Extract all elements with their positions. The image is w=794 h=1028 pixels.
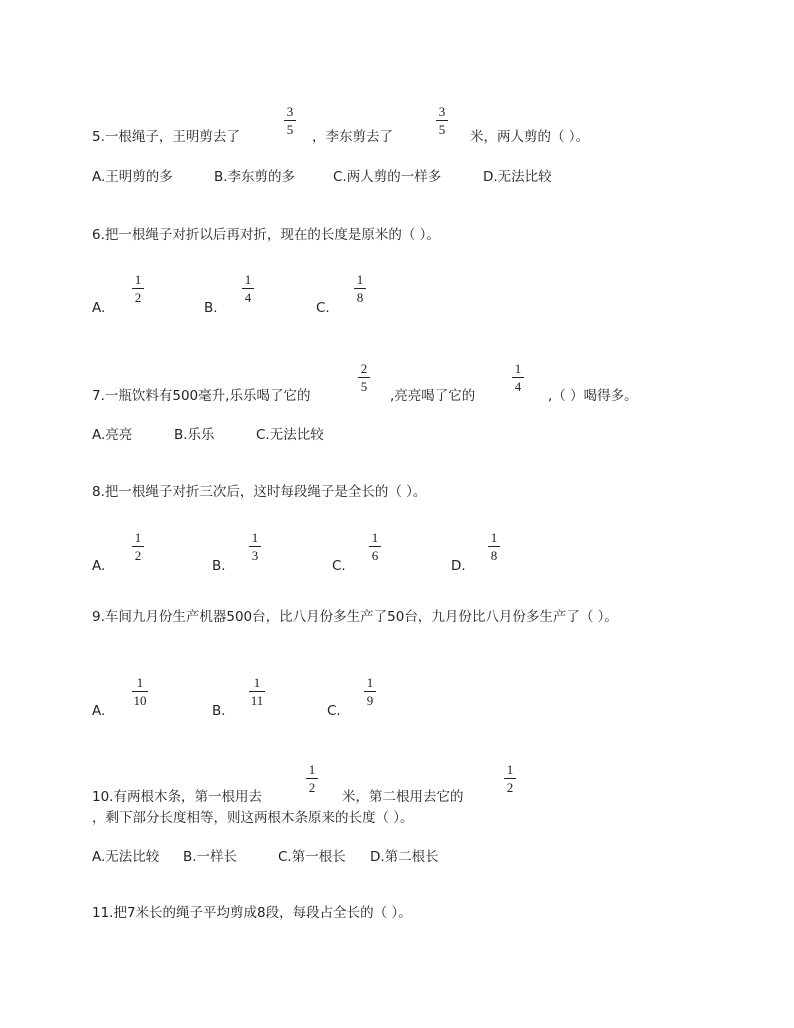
fraction-denominator: 4 — [244, 290, 252, 305]
fraction-numerator: 1 — [506, 762, 514, 777]
fraction-numerator: 1 — [490, 530, 498, 545]
q5-option-d: D.无法比较 — [483, 169, 552, 185]
q9-option-c-fraction — [364, 676, 376, 707]
q5-fraction-1 — [284, 105, 296, 136]
fraction-numerator: 1 — [134, 272, 142, 287]
q9-option-b-label: B. — [212, 703, 226, 719]
q9-option-a-label: A. — [92, 703, 106, 719]
fraction-numerator: 1 — [251, 530, 259, 545]
q7-fraction-1 — [358, 362, 370, 393]
q5-text-1: 5.一根绳子，王明剪去了 — [92, 129, 240, 145]
q10-fraction-2 — [504, 763, 516, 794]
q8-option-b-fraction — [249, 531, 261, 562]
q7-option-a: A.亮亮 — [92, 427, 133, 443]
fraction-numerator: 1 — [366, 675, 374, 690]
fraction-denominator: 2 — [506, 780, 514, 795]
q5-option-c: C.两人剪的一样多 — [333, 169, 442, 185]
fraction-numerator: 3 — [286, 104, 294, 119]
q8-option-a-fraction — [132, 531, 144, 562]
q8-option-b-label: B. — [212, 558, 226, 574]
q8-option-d-label: D. — [451, 558, 466, 574]
q10-text-2: 米，第二根用去它的 — [342, 789, 464, 805]
q10-option-d: D.第二根长 — [370, 849, 439, 865]
fraction-numerator: 1 — [136, 675, 144, 690]
q9-option-c-label: C. — [327, 703, 341, 719]
q8-option-c-label: C. — [332, 558, 346, 574]
fraction-numerator: 3 — [438, 104, 446, 119]
fraction-denominator: 4 — [514, 379, 522, 394]
fraction-numerator: 1 — [371, 530, 379, 545]
q5-option-a: A.王明剪的多 — [92, 169, 173, 185]
q5-text-3: 米，两人剪的（ ）。 — [470, 129, 590, 145]
q5-text-2: ，李东剪去了 — [312, 129, 393, 145]
fraction-denominator: 2 — [134, 548, 142, 563]
q8-option-d-fraction — [488, 531, 500, 562]
q8-option-a-label: A. — [92, 558, 106, 574]
q9-option-a-fraction — [132, 676, 148, 707]
q7-option-c: C.无法比较 — [256, 427, 324, 443]
fraction-numerator: 1 — [514, 361, 522, 376]
q7-fraction-2 — [512, 362, 524, 393]
q10-option-a: A.无法比较 — [92, 849, 160, 865]
q9-text: 9.车间九月份生产机器500台，比八月份多生产了50台，九月份比八月份多生产了（ ）。 — [92, 609, 618, 625]
fraction-denominator: 2 — [308, 780, 316, 795]
q10-fraction-1 — [306, 763, 318, 794]
q6-option-a-label: A. — [92, 300, 106, 316]
fraction-denominator: 3 — [251, 548, 259, 563]
fraction-denominator: 6 — [371, 548, 379, 563]
fraction-numerator: 1 — [356, 272, 364, 287]
fraction-denominator: 5 — [360, 379, 368, 394]
q6-text: 6.把一根绳子对折以后再对折，现在的长度是原米的（ ）。 — [92, 227, 440, 243]
q8-option-c-fraction — [369, 531, 381, 562]
fraction-numerator: 1 — [134, 530, 142, 545]
fraction-denominator: 11 — [250, 693, 264, 708]
q8-text: 8.把一根绳子对折三次后，这时每段绳子是全长的（ ）。 — [92, 484, 427, 500]
fraction-denominator: 8 — [490, 548, 498, 563]
fraction-numerator: 1 — [253, 675, 261, 690]
fraction-denominator: 2 — [134, 290, 142, 305]
q5-option-b: B.李东剪的多 — [214, 169, 296, 185]
q7-text-1: 7.一瓶饮料有500毫升,乐乐喝了它的 — [92, 388, 311, 404]
fraction-numerator: 1 — [308, 762, 316, 777]
q10-option-c: C.第一根长 — [278, 849, 346, 865]
q5-fraction-2 — [436, 105, 448, 136]
fraction-numerator: 2 — [360, 361, 368, 376]
q10-option-b: B.一样长 — [183, 849, 238, 865]
q10-text-line2: ，剩下部分长度相等，则这两根木条原来的长度（ ）。 — [92, 810, 414, 826]
fraction-denominator: 5 — [286, 122, 294, 137]
q11-text: 11.把7米长的绳子平均剪成8段，每段占全长的（ ）。 — [92, 905, 412, 921]
fraction-denominator: 9 — [366, 693, 374, 708]
q9-option-b-fraction — [249, 676, 265, 707]
fraction-denominator: 5 — [438, 122, 446, 137]
q10-text-1: 10.有两根木条，第一根用去 — [92, 789, 262, 805]
fraction-numerator: 1 — [244, 272, 252, 287]
q7-text-3: ,（ ）喝得多。 — [548, 388, 638, 404]
fraction-denominator: 10 — [133, 693, 147, 708]
q6-option-b-fraction — [242, 273, 254, 304]
q7-text-2: ,亮亮喝了它的 — [390, 388, 476, 404]
q6-option-a-fraction — [132, 273, 144, 304]
q6-option-b-label: B. — [204, 300, 218, 316]
q6-option-c-label: C. — [316, 300, 330, 316]
fraction-denominator: 8 — [356, 290, 364, 305]
q6-option-c-fraction — [354, 273, 366, 304]
q7-option-b: B.乐乐 — [174, 427, 215, 443]
